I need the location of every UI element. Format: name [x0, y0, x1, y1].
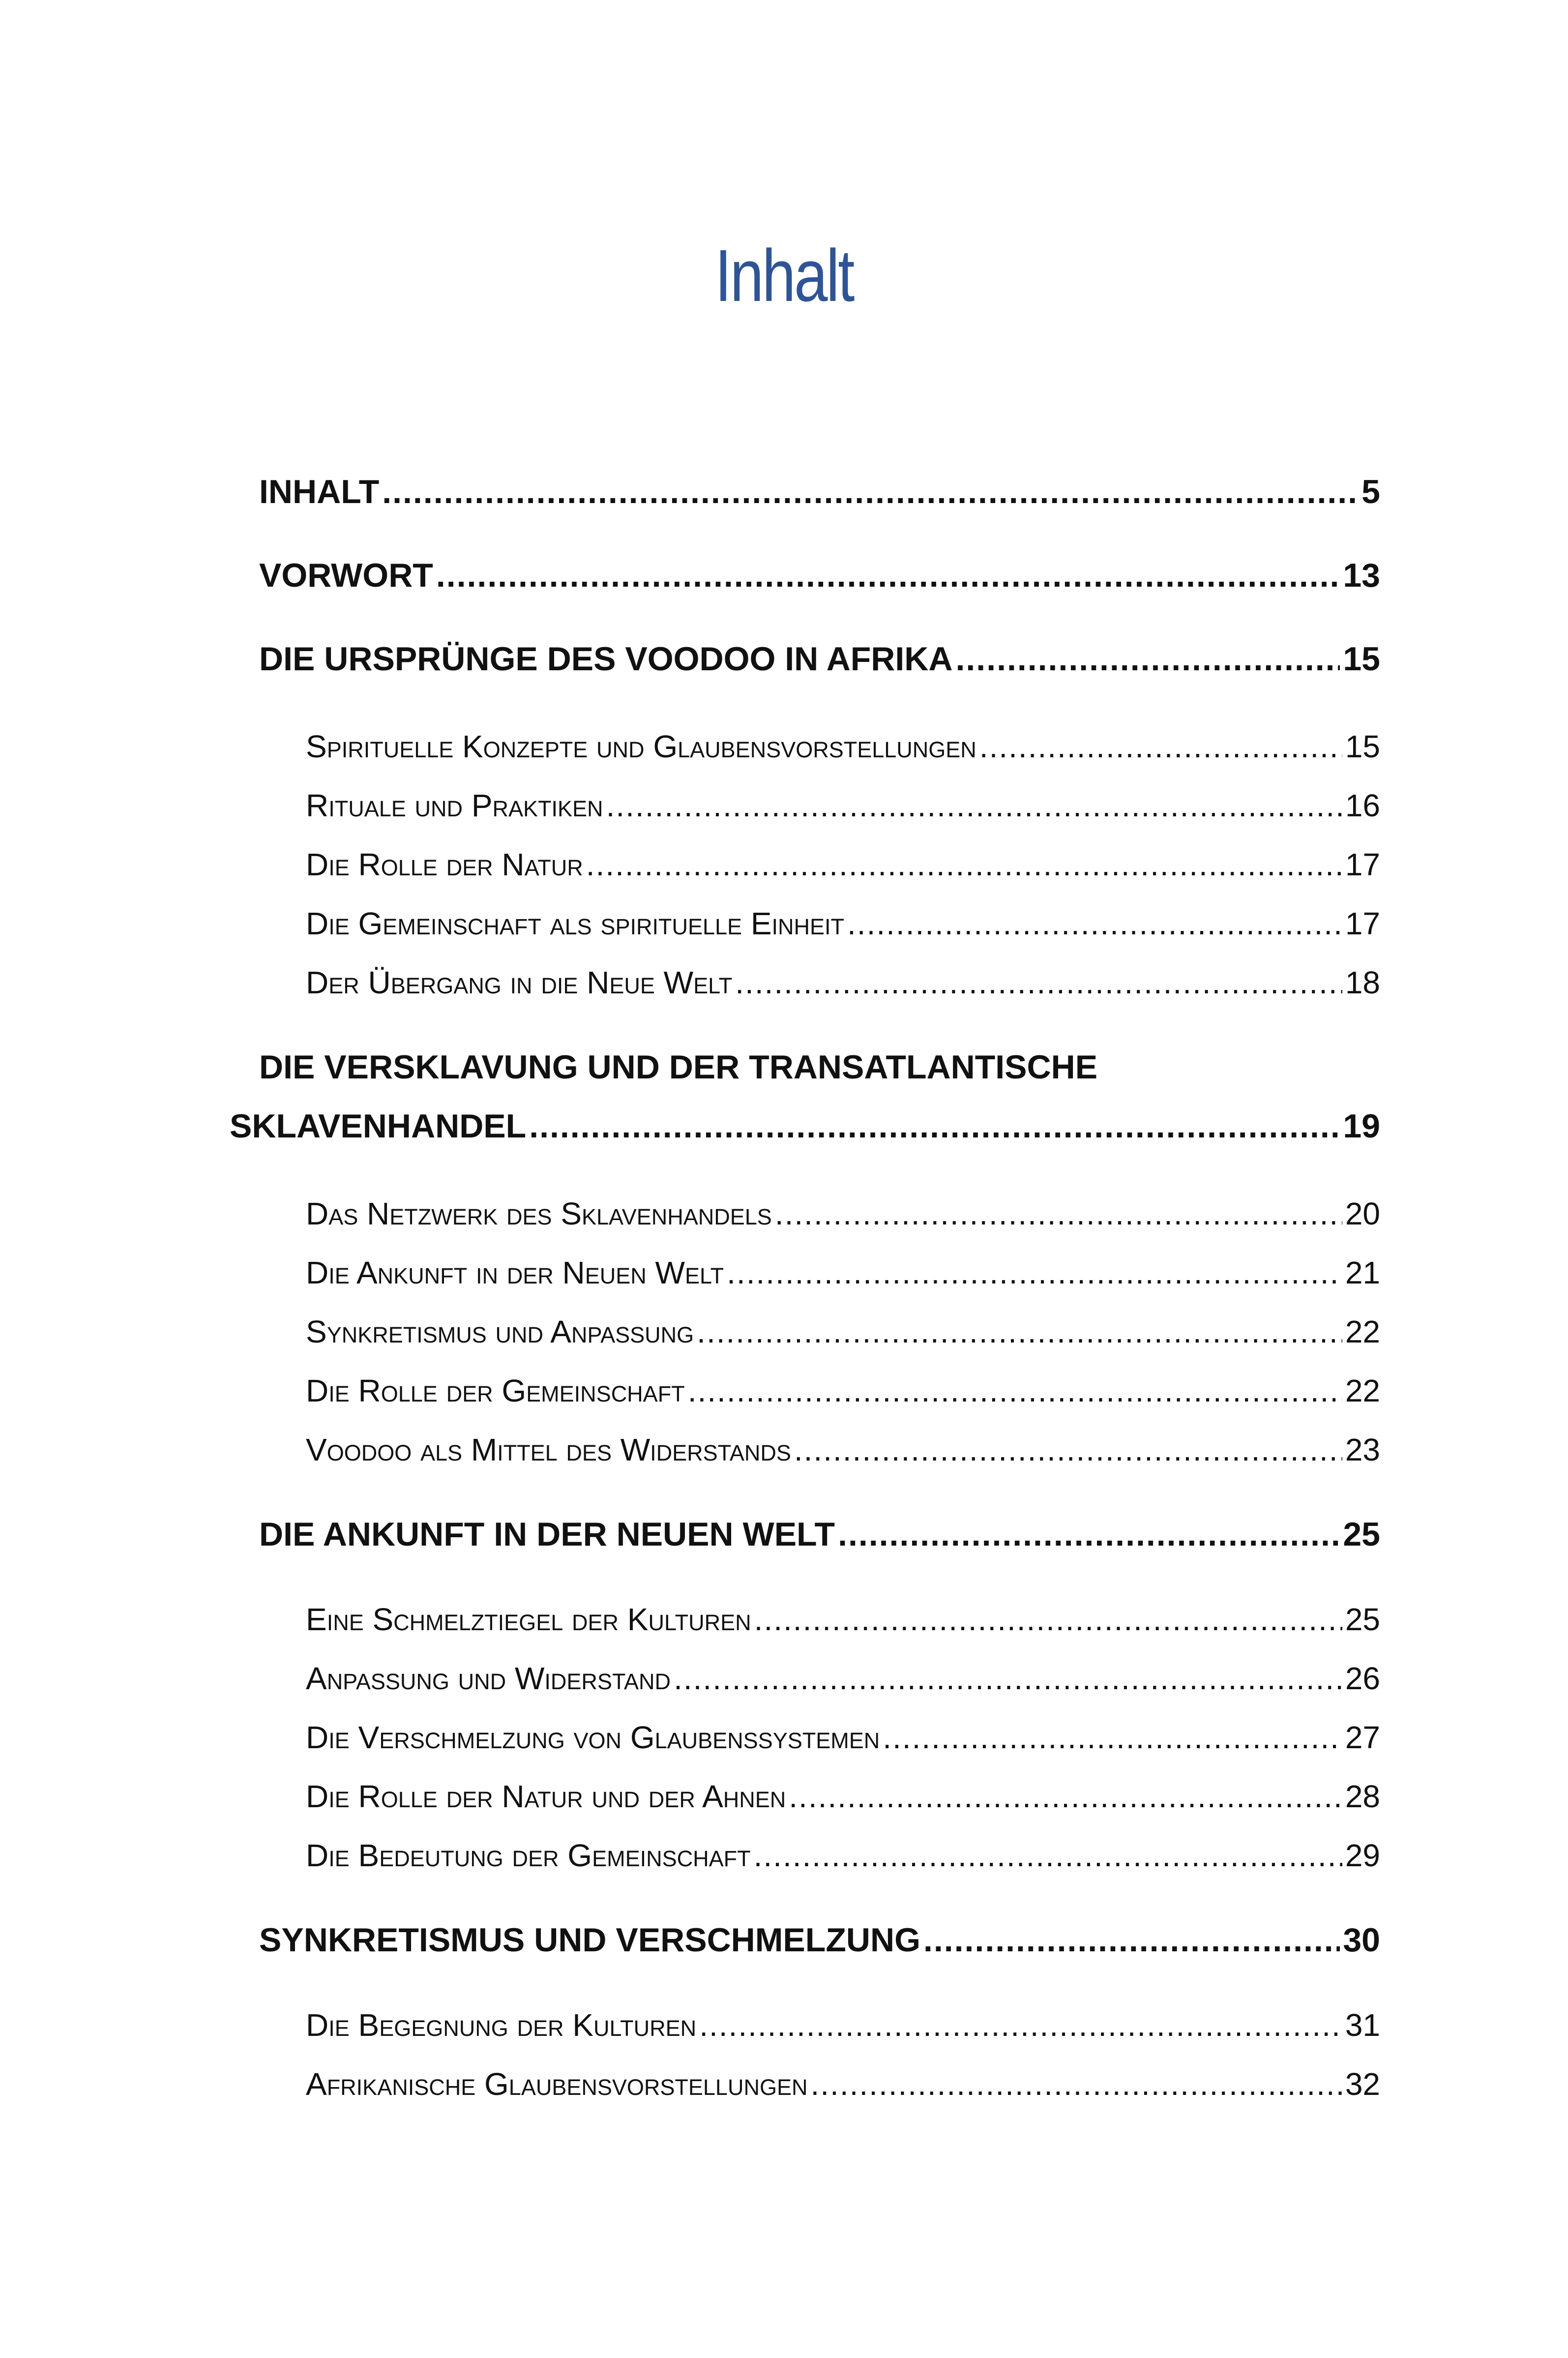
toc-entry-label: DIE ANKUNFT IN DER NEUEN WELT	[259, 1516, 835, 1553]
toc-subentry[interactable]	[306, 902, 1380, 945]
toc-entry[interactable]	[230, 1104, 1380, 1148]
toc-subentry[interactable]	[306, 2063, 1380, 2105]
toc-leader-dots	[699, 2004, 1342, 2046]
toc-entry-page: 13	[1343, 557, 1380, 594]
toc-subentry-page: 20	[1345, 1196, 1380, 1231]
toc-entry[interactable]	[259, 1918, 1380, 1962]
toc-subentry[interactable]	[306, 843, 1380, 886]
toc-subentry-page: 16	[1345, 788, 1380, 823]
toc-subentry-page: 22	[1345, 1314, 1380, 1349]
toc-leader-dots	[754, 1834, 1342, 1877]
toc-subentry[interactable]	[306, 1716, 1380, 1759]
toc-leader-dots	[674, 1657, 1342, 1700]
toc-subentry-label: Die Rolle der Gemeinschaft	[306, 1373, 685, 1408]
toc-subentry-label: Die Begegnung der Kulturen	[306, 2007, 697, 2043]
toc-subentry-page: 28	[1345, 1779, 1380, 1814]
toc-subentry[interactable]	[306, 1311, 1380, 1353]
toc-subentry-label: Das Netzwerk des Sklavenhandels	[306, 1196, 772, 1231]
toc-leader-dots	[923, 1918, 1340, 1962]
toc-subentry-page: 25	[1345, 1602, 1380, 1637]
toc-subentry[interactable]	[306, 725, 1380, 768]
toc-subentry[interactable]	[306, 1657, 1380, 1700]
toc-leader-dots	[436, 553, 1340, 597]
page-title: Inhalt	[714, 234, 854, 317]
toc-subentry-page: 32	[1345, 2066, 1380, 2102]
toc-entry-label: VORWORT	[259, 557, 433, 594]
toc-leader-dots	[979, 725, 1342, 768]
toc-subentry-label: Die Bedeutung der Gemeinschaft	[306, 1838, 751, 1873]
toc-entry[interactable]	[259, 553, 1380, 597]
toc-subentry-page: 29	[1345, 1838, 1380, 1873]
toc-subentry-page: 17	[1345, 847, 1380, 882]
toc-leader-dots	[883, 1716, 1342, 1759]
toc-subentry-page: 18	[1345, 965, 1380, 1000]
toc-subentry[interactable]	[306, 1598, 1380, 1641]
toc-leader-dots	[956, 637, 1340, 681]
toc-subentry-label: Synkretismus und Anpassung	[306, 1314, 694, 1349]
toc-subentry-label: Die Rolle der Natur	[306, 847, 583, 882]
toc-entry-page: 25	[1343, 1516, 1380, 1553]
toc-leader-dots	[775, 1193, 1342, 1235]
toc-leader-dots	[754, 1598, 1342, 1641]
toc-subentry-page: 15	[1345, 729, 1380, 764]
toc-entry[interactable]	[259, 470, 1380, 514]
toc-entry[interactable]	[259, 1512, 1380, 1556]
toc-subentry-page: 31	[1345, 2007, 1380, 2043]
toc-subentry-page: 27	[1345, 1720, 1380, 1755]
toc-subentry-label: Die Ankunft in der Neuen Welt	[306, 1255, 724, 1290]
toc-subentry-page: 23	[1345, 1432, 1380, 1467]
toc-subentry-page: 17	[1345, 906, 1380, 941]
toc-leader-dots	[529, 1104, 1340, 1148]
toc-entry-label: DIE URSPRÜNGE DES VOODOO IN AFRIKA	[259, 640, 953, 678]
toc-leader-dots	[847, 902, 1342, 945]
toc-entry-label-line1[interactable]: DIE VERSKLAVUNG UND DER TRANSATLANTISCHE	[259, 1048, 1098, 1086]
toc-subentry[interactable]	[306, 1193, 1380, 1235]
toc-subentry-label: Anpassung und Widerstand	[306, 1661, 671, 1696]
toc-entry-label: SYNKRETISMUS UND VERSCHMELZUNG	[259, 1921, 920, 1959]
toc-subentry-label: Die Verschmelzung von Glaubenssystemen	[306, 1720, 880, 1755]
toc-entry-page: 19	[1343, 1107, 1380, 1145]
toc-subentry[interactable]	[306, 1252, 1380, 1294]
toc-entry-page: 30	[1343, 1921, 1380, 1959]
toc-subentry-page: 26	[1345, 1661, 1380, 1696]
toc-subentry-label: Die Rolle der Natur und der Ahnen	[306, 1779, 786, 1814]
toc-subentry[interactable]	[306, 784, 1380, 827]
toc-entry-label: SKLAVENHANDEL	[230, 1107, 527, 1145]
toc-subentry-page: 22	[1345, 1373, 1380, 1408]
toc-subentry-label: Rituale und Praktiken	[306, 788, 603, 823]
toc-leader-dots	[789, 1775, 1342, 1818]
toc-subentry-label: Spirituelle Konzepte und Glaubensvorstellungen	[306, 729, 976, 764]
toc-leader-dots	[794, 1429, 1342, 1471]
toc-subentry[interactable]	[306, 961, 1380, 1004]
toc-entry-page: 15	[1343, 640, 1380, 678]
toc-leader-dots	[382, 470, 1359, 514]
toc-entry-label: INHALT	[259, 473, 380, 510]
toc-subentry[interactable]	[306, 2004, 1380, 2046]
toc-subentry-label: Eine Schmelztiegel der Kulturen	[306, 1602, 751, 1637]
toc-subentry-page: 21	[1345, 1255, 1380, 1290]
toc-leader-dots	[810, 2063, 1342, 2105]
toc-leader-dots	[606, 784, 1342, 827]
toc-leader-dots	[586, 843, 1342, 886]
toc-entry[interactable]	[259, 637, 1380, 681]
toc-entry-page: 5	[1361, 473, 1380, 510]
toc-subentry-label: Voodoo als Mittel des Widerstands	[306, 1432, 791, 1467]
toc-leader-dots	[838, 1512, 1340, 1556]
toc-leader-dots	[697, 1311, 1342, 1353]
toc-leader-dots	[727, 1252, 1342, 1294]
toc-subentry-label: Die Gemeinschaft als spirituelle Einheit	[306, 906, 845, 941]
toc-subentry[interactable]	[306, 1834, 1380, 1877]
toc-leader-dots	[688, 1370, 1342, 1412]
toc-subentry[interactable]	[306, 1370, 1380, 1412]
toc-subentry[interactable]	[306, 1775, 1380, 1818]
toc-subentry[interactable]	[306, 1429, 1380, 1471]
toc-subentry-label: Der Übergang in die Neue Welt	[306, 965, 733, 1000]
toc-subentry-label: Afrikanische Glaubensvorstellungen	[306, 2066, 808, 2102]
toc-leader-dots	[735, 961, 1342, 1004]
